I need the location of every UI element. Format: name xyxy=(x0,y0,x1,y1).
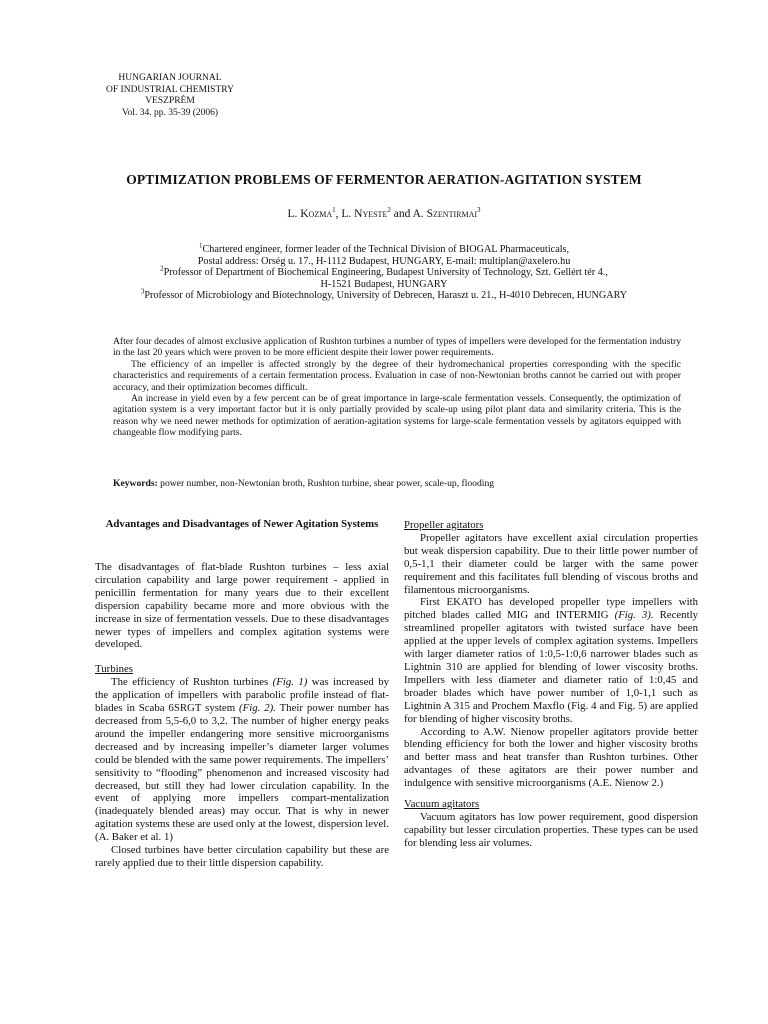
affiliation-3-sup: 3 xyxy=(140,287,145,296)
affiliation-1 xyxy=(40,241,728,256)
journal-name-line1: HUNGARIAN JOURNAL xyxy=(118,73,222,83)
figure-ref-1: (Fig. 1) xyxy=(272,676,308,689)
author-2-initial: L. xyxy=(341,208,355,220)
propeller-heading: Propeller agitators xyxy=(404,519,484,531)
text-run: The efficiency of Rushton turbines xyxy=(111,676,273,689)
propeller-paragraph-3: According to A.W. Nienow propeller agitators provide better blending efficiency for both the lower and higher viscosity broths and better mass and heat transfer than Rushton turbines. Other advantages of these agitators are their power number and indulgence with sensitive microorganisms (A.E. Nienow 2.) xyxy=(404,725,698,790)
author-3-initial: A. xyxy=(412,208,427,220)
abstract-paragraph-2: The efficiency of an impeller is affected strongly by the degree of their hydromechanical properties corresponding with the specific characteristics and requirements of a certain fermentation process. Evaluation in case of non-Newtonian broths cannot be carried out with proper accuracy, and their optimization becomes difficult. xyxy=(113,358,681,393)
author-1-sup: 1 xyxy=(332,206,336,215)
author-1-name: Kozma xyxy=(300,208,333,220)
keywords-text: power number, non-Newtonian broth, Rushton turbine, shear power, scale-up, flooding xyxy=(157,478,495,489)
affiliation-2-sup: 2 xyxy=(160,264,164,273)
turbines-heading: Turbines xyxy=(95,663,133,676)
author-list xyxy=(0,208,768,220)
journal-city: VESZPRÉM xyxy=(145,96,195,106)
author-2-name: Nyeste xyxy=(354,208,388,220)
author-2-sup: 2 xyxy=(387,206,391,215)
figure-ref-3: (Fig. 3). xyxy=(614,609,654,622)
affiliation-2-city: H-1521 Budapest, HUNGARY xyxy=(320,278,448,290)
journal-volume: Vol. 34. pp. 35-39 (2006) xyxy=(121,107,219,118)
affiliation-1-sup: 1 xyxy=(198,241,203,250)
journal-name-line2: OF INDUSTRIAL CHEMISTRY xyxy=(106,84,234,95)
vacuum-heading: Vacuum agitators xyxy=(404,798,480,811)
affiliation-2-text: Professor of Department of Biochemical Engineering, Budapest University of Technology, Szt. Gellért tér 4., xyxy=(163,267,608,279)
intro-paragraph: The disadvantages of flat-blade Rushton turbines – less axial circulation capability and large power requirement - applied in penicillin fermentation for many years due to their excellent dispersion capability became more and more obvious with the increase in size of fermentation vessels. Due to these disadvantages newer types of impellers and complex agitation systems were developed. xyxy=(95,561,389,651)
turbines-paragraph-2: Closed turbines have better circulation capability but these are rarely applied due to their little dispersion capability. xyxy=(95,844,389,869)
figure-ref-2: (Fig. 2). xyxy=(239,702,276,715)
keywords xyxy=(113,478,681,489)
abstract xyxy=(113,336,681,439)
keywords-label: Keywords: xyxy=(113,478,158,489)
author-separator: , xyxy=(335,208,342,220)
turbines-paragraph-1 xyxy=(95,676,389,844)
right-column xyxy=(404,519,698,850)
affiliation-3 xyxy=(40,287,728,302)
paper-title: OPTIMIZATION PROBLEMS OF FERMENTOR AERATION-AGITATION SYSTEM xyxy=(126,172,642,187)
propeller-paragraph-2 xyxy=(404,596,698,725)
section-title: Advantages and Disadvantages of Newer Agitation Systems xyxy=(105,518,379,530)
text-run: was increased by the application of impellers with parabolic profile instead of flat-blades in Scaba 6SRGT system xyxy=(95,676,390,715)
abstract-paragraph-3: An increase in yield even by a few percent can be of great importance in large-scale fermentation vessels. Consequently, the optimization of agitation system is a very important factor but it is only partially provided by scale-up using pilot plant data and similarity criteria. This is the reason why we need newer methods for optimization of aeration-agitation systems for large-scale fermentation vessels by agitators equipped with changeable flow modifying parts. xyxy=(113,393,681,439)
affiliation-2 xyxy=(40,264,728,279)
text-run: First EKATO has developed propeller type impellers with pitched blades called MIG and INTERMIG xyxy=(404,596,698,622)
vacuum-paragraph-1: Vacuum agitators has low power requirement, good dispersion capability but lesser circulation properties. These types can be used for blending less air volumes. xyxy=(404,810,698,849)
affiliation-1-address: Postal address: Orség u. 17., H-1112 Budapest, HUNGARY, E-mail: multiplan@axelero.hu xyxy=(197,255,571,267)
author-1-initial: L. xyxy=(287,208,301,220)
author-3-sup: 3 xyxy=(477,206,481,215)
affiliations xyxy=(40,241,728,302)
text-run: Recently streamlined propeller agitators with twisted surface have been applied at the upper levels of complex agitation systems. Impellers with larger diameter ratios of 1:0,5-1:0,6 narrower blades such as Lightnin 310 are applied for blending of lower viscosity broths. Impellers with less diameter and diameter ratio of 1:0,45 and broader blades which have power number of 1,0-1,1 such as Lightnin A 315 and Prochem Maxflo (Fig. 4 and Fig. 5) are applied for blending of higher viscosity broths. xyxy=(404,609,698,725)
author-separator: and xyxy=(390,208,413,220)
abstract-paragraph-1: After four decades of almost exclusive application of Rushton turbines a number of types of impellers were developed for the fermentation industry in the last 20 years which were proven to be more efficient despite their lower power requirements. xyxy=(113,336,681,359)
text-run: Their power number has decreased from 5,5-6,0 to 3,2. The number of higher energy peaks around the impeller endangering more sensitive microorganisms decreased and by increasing impeller’s diameter larger volumes could be blended with the same power requirements. The impellers’ sensitivity to “flooding” phenomenon and increased viscosity had decreased, but still they had lower circulation capability. In the event of applying more impellers compart-mentalization (inadequately blended areas) may occur. That is why in newer agitation systems these are used only at the lowest, dispersion level. (A. Baker et al. 1) xyxy=(95,702,389,844)
journal-header xyxy=(100,73,240,119)
affiliation-1-text: Chartered engineer, former leader of the Technical Division of BIOGAL Pharmaceuticals, xyxy=(202,244,570,255)
propeller-paragraph-1: Propeller agitators have excellent axial circulation properties but weak dispersion capability. Due to their little power number of 0,5-1,1 their diameter could be larger with the same power requirement and this facilitates full blending of viscous broths and filamentous microorganisms. xyxy=(404,531,698,596)
affiliation-3-text: Professor of Microbiology and Biotechnology, University of Debrecen, Haraszt u. 21., H-4010 Debrecen, HUNGARY xyxy=(144,290,628,302)
left-column xyxy=(95,518,389,870)
author-3-name: Szentirmai xyxy=(426,208,478,220)
